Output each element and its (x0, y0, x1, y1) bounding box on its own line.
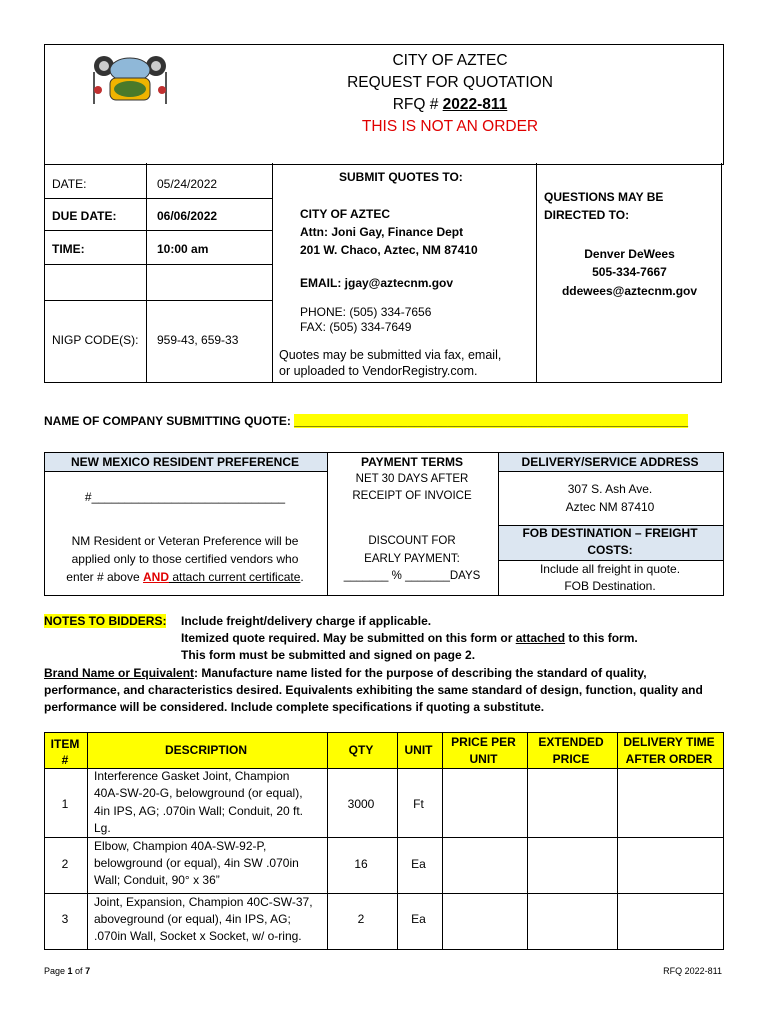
col-qty: QTY (348, 743, 374, 757)
table-row-desc: 4in IPS, AG; .070in Wall; Conduit, 20 ft. (94, 804, 303, 818)
resident-number-field[interactable]: #_____________________________ (84, 490, 286, 504)
submit-email: EMAIL: jgay@aztecnm.gov (300, 276, 454, 290)
brand-line-1 (44, 666, 647, 680)
col-description: DESCRIPTION (164, 743, 247, 757)
notes-line-3: This form must be submitted and signed on page 2. (181, 648, 476, 662)
company-name-line (44, 414, 688, 428)
company-name-label: NAME OF COMPANY SUBMITTING QUOTE (44, 414, 287, 428)
col-price-2: UNIT (469, 752, 498, 766)
rfq-number: 2022-811 (442, 96, 508, 113)
col-price-1: PRICE PER (451, 735, 516, 749)
company-name-colon: : (286, 414, 291, 428)
notes-label: NOTES TO BIDDERS: (44, 614, 167, 628)
date-label: DATE: (52, 177, 87, 191)
resident-note-1: NM Resident or Veteran Preference will be (71, 534, 299, 548)
page-total: 7 (85, 966, 91, 976)
nigp-value: 959-43, 659-33 (157, 333, 239, 347)
page-number (44, 966, 90, 976)
not-an-order: THIS IS NOT AN ORDER (361, 118, 539, 135)
table-row-item: 3 (61, 912, 69, 926)
submit-heading: SUBMIT QUOTES TO: (339, 170, 463, 184)
resident-note-3a: enter # above (66, 570, 143, 584)
table-row-item: 1 (61, 797, 69, 811)
table-row-desc: Wall; Conduit, 90° x 36” (94, 873, 220, 887)
delivery-heading: DELIVERY/SERVICE ADDRESS (521, 455, 699, 469)
resident-note-3 (44, 570, 326, 584)
resident-note-3c: attach current certificate (169, 570, 301, 584)
table-row-qty: 3000 (347, 797, 375, 811)
col-delivery-1: DELIVERY TIME (623, 735, 715, 749)
delivery-address-1: 307 S. Ash Ave. (567, 482, 653, 496)
page-prefix: Page (44, 966, 68, 976)
table-row-desc: Elbow, Champion 40A-SW-92-P, (94, 839, 267, 853)
contact-name: Denver DeWees (584, 247, 675, 261)
table-row-qty: 2 (357, 912, 365, 926)
due-date-value: 06/06/2022 (157, 209, 218, 223)
due-date-label: DUE DATE: (52, 209, 117, 223)
footer-ref: RFQ 2022-811 (663, 966, 722, 976)
payment-terms-2: RECEIPT OF INVOICE (352, 490, 472, 502)
discount-label-1: DISCOUNT FOR (368, 535, 456, 547)
table-row-desc: aboveground (or equal), 4in IPS, AG; (94, 912, 291, 926)
fob-note-1: Include all freight in quote. (539, 562, 681, 576)
brand-label: Brand Name or Equivalent (44, 666, 195, 680)
submit-address: 201 W. Chaco, Aztec, NM 87410 (300, 243, 478, 257)
col-ext-2: PRICE (552, 752, 590, 766)
discount-field[interactable]: _______ % _______DAYS (343, 570, 481, 582)
submit-attn: Attn: Joni Gay, Finance Dept (300, 225, 464, 239)
page-of: of (72, 966, 86, 976)
submit-org: CITY OF AZTEC (300, 207, 390, 221)
resident-and-emphasis: AND (143, 570, 169, 584)
table-row-desc: 40A-SW-20-G, belowground (or equal), (94, 786, 303, 800)
notes-line-2a: Itemized quote required. May be submitted on this form or (181, 631, 516, 645)
table-row-desc: Joint, Expansion, Champion 40C-SW-37, (94, 895, 313, 909)
col-ext-1: EXTENDED (538, 735, 604, 749)
notes-attached: attached (515, 631, 566, 645)
table-row-desc: Interference Gasket Joint, Champion (94, 769, 290, 783)
fob-heading-2: COSTS: (587, 543, 633, 557)
notes-line-2c: to this form. (565, 631, 638, 645)
notes-line-1: Include freight/delivery charge if applicable. (181, 614, 432, 628)
rfq-prefix: RFQ # (392, 96, 443, 113)
col-unit: UNIT (404, 743, 433, 757)
resident-note-2: applied only to those certified vendors who (71, 552, 299, 566)
doc-type: REQUEST FOR QUOTATION (347, 74, 553, 91)
col-delivery-2: AFTER ORDER (625, 752, 713, 766)
table-row-desc: belowground (or equal), 4in SW .070in (94, 856, 299, 870)
table-row-unit: Ea (411, 857, 426, 871)
brand-line-2: performance, and characteristics desired. Equivalents exhibiting the same standard of design, function, quality and (44, 683, 703, 697)
nigp-label: NIGP CODE(S): (52, 333, 139, 347)
contact-email: ddewees@aztecnm.gov (561, 284, 698, 298)
city-logo (86, 48, 174, 110)
brand-line-3: performance will be considered. Include complete specifications if quoting a substitute. (44, 700, 545, 714)
col-item-1: ITEM (50, 737, 80, 751)
resident-heading: NEW MEXICO RESIDENT PREFERENCE (70, 455, 300, 469)
payment-heading: PAYMENT TERMS (360, 455, 463, 469)
questions-heading-2: DIRECTED TO: (544, 208, 630, 222)
table-row-unit: Ea (411, 912, 426, 926)
time-value: 10:00 am (157, 242, 209, 256)
delivery-address-2: Aztec NM 87410 (565, 500, 655, 514)
contact-phone: 505-334-7667 (592, 265, 667, 279)
fob-note-2: FOB Destination. (564, 579, 656, 593)
resident-note-3d: . (300, 570, 304, 584)
questions-heading-1: QUESTIONS MAY BE (544, 190, 664, 204)
city-title: CITY OF AZTEC (392, 52, 508, 69)
time-label: TIME: (52, 242, 85, 256)
table-row-desc: .070in Wall, Socket x Socket, w/ o-ring. (94, 929, 302, 943)
table-row-item: 2 (61, 857, 69, 871)
notes-line-2 (181, 631, 638, 645)
table-row-desc: Lg. (94, 821, 111, 835)
payment-terms-1: NET 30 DAYS AFTER (355, 473, 469, 485)
brand-text-1: : Manufacture name listed for the purpose of describing the standard of quality, (194, 666, 647, 680)
rfq-line (270, 94, 630, 116)
date-value: 05/24/2022 (157, 177, 218, 191)
discount-label-2: EARLY PAYMENT: (364, 553, 460, 565)
table-row-qty: 16 (354, 857, 368, 871)
submit-phone: PHONE: (505) 334-7656 (300, 305, 432, 319)
company-name-field[interactable]: ___________________________________________________________ (294, 414, 688, 428)
table-row-unit: Ft (413, 797, 424, 811)
page-current: 1 (67, 966, 73, 976)
col-item-2: # (61, 753, 69, 767)
submit-fax: FAX: (505) 334-7649 (300, 320, 412, 334)
fob-heading-1: FOB DESTINATION – FREIGHT (522, 526, 698, 540)
title-block (270, 50, 630, 138)
submit-note-2: or uploaded to VendorRegistry.com. (279, 364, 478, 378)
submit-note-1: Quotes may be submitted via fax, email, (279, 348, 502, 362)
